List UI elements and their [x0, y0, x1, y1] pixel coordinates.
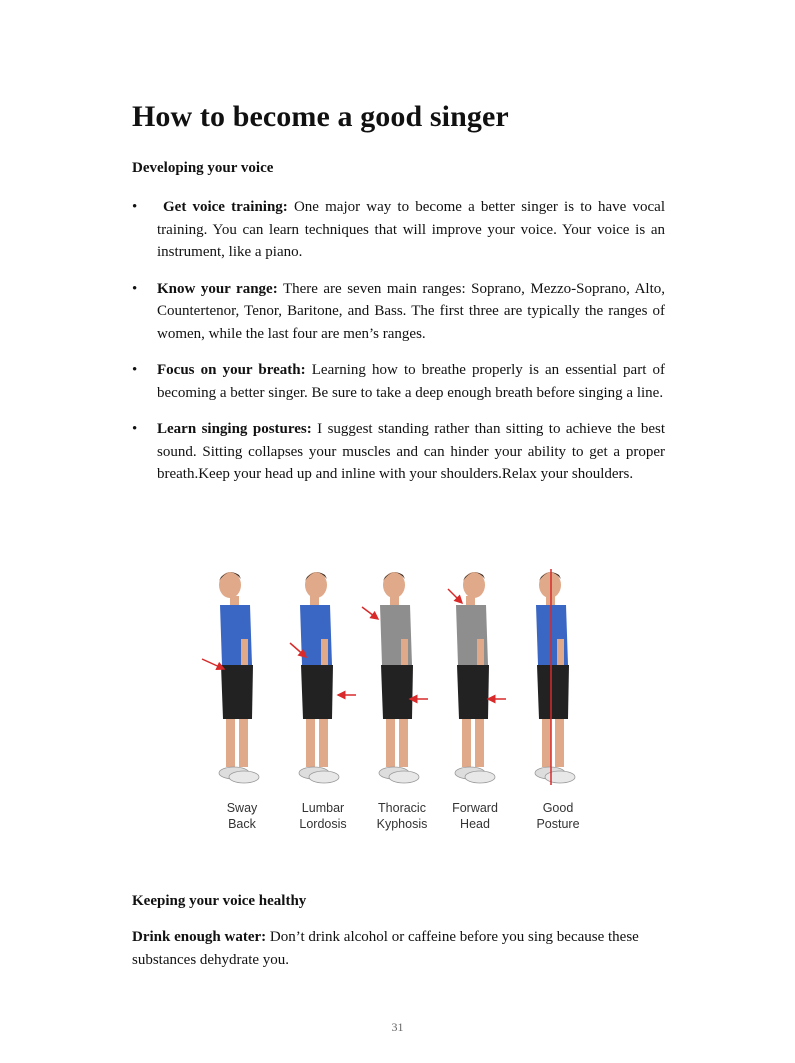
caption-good-posture-line1: Good: [542, 801, 574, 815]
posture-figure: [198, 567, 598, 837]
caption-lumbar-line1: Lumbar: [301, 801, 345, 815]
section-heading-healthy: Keeping your voice healthy: [132, 893, 307, 909]
posture-figure-thoracic-kyphosis: [362, 572, 428, 783]
bullet-dot: •: [132, 280, 138, 297]
posture-figure-sway-back: [202, 572, 259, 783]
posture-figure-good-posture: [535, 569, 575, 785]
caption-forward-head-line2: Head: [460, 817, 490, 831]
shorts-icon: [221, 665, 253, 719]
list-item-label: Get voice training:: [163, 199, 288, 215]
section-heading-developing: Developing your voice: [132, 160, 274, 176]
shorts-icon: [537, 665, 569, 719]
caption-sway-back-line1: Sway: [226, 801, 258, 815]
shorts-icon: [381, 665, 413, 719]
posture-illustration: [198, 567, 598, 837]
bullet-dot: •: [132, 199, 138, 215]
caption-forward-head-line1: Forward: [452, 801, 498, 815]
head-icon: [219, 572, 241, 598]
shoe-icon: [465, 771, 495, 783]
shorts-icon: [457, 665, 489, 719]
list-item-text: I suggest standing rather than sitting to achieve the best sound. Sitting collapses your muscles and can hinder your ability to get a proper breath.Keep your head up and inline with your shoulders.Relax your shoulders.: [157, 421, 665, 482]
caption-thoracic-line1: Thoracic: [378, 801, 426, 815]
list-item-text: There are seven main ranges: Soprano, Mezzo-Soprano, Alto, Countertenor, Tenor, Baritone, and Bass. The first three are typically the ranges of women, while the last four are men’s ranges.: [157, 280, 666, 342]
list-item-label: Learn singing postures:: [157, 421, 312, 437]
page-number: 31: [391, 1020, 404, 1034]
arrow-icon: [362, 607, 378, 619]
head-icon: [305, 572, 327, 598]
caption-thoracic-line2: Kyphosis: [376, 817, 428, 831]
list-item-text: One major way to become a better singer is to have vocal training. You can learn techniques that will improve your voice. Your voice is an instrument, like a piano.: [157, 199, 665, 260]
arrow-icon: [448, 589, 462, 603]
head-icon: [463, 572, 485, 598]
list-item: [132, 278, 665, 346]
water-paragraph: [132, 926, 665, 971]
list-item-text: Learning how to breathe properly is an essential part of becoming a better singer. Be sure to take a deep enough breath before singing a line.: [157, 362, 665, 401]
arrow-icon: [202, 659, 224, 669]
shoe-icon: [389, 771, 419, 783]
list-item: [132, 359, 665, 404]
para-label: Drink enough water:: [132, 929, 267, 945]
posture-figure-forward-head: [448, 572, 506, 783]
caption-good-posture-line2: Posture: [536, 817, 580, 831]
head-icon: [383, 572, 405, 598]
shoe-icon: [229, 771, 259, 783]
list-item: [132, 418, 665, 486]
shoe-icon: [309, 771, 339, 783]
para-text: Don’t drink alcohol or caffeine before you sing because these substances dehydrate you.: [132, 929, 639, 968]
shoe-icon: [545, 771, 575, 783]
caption-lumbar-line2: Lordosis: [299, 817, 347, 831]
bullet-dot: •: [132, 362, 138, 378]
list-item-label: Focus on your breath:: [157, 362, 306, 378]
page-title: How to become a good singer: [132, 100, 509, 133]
list-item: [132, 196, 665, 264]
shorts-icon: [301, 665, 333, 719]
bullet-dot: •: [132, 421, 138, 437]
tips-list: [132, 196, 665, 500]
head-icon: [539, 572, 561, 598]
list-item-label: Know your range:: [157, 280, 278, 297]
posture-figure-lumbar-lordosis: [290, 572, 356, 783]
caption-sway-back-line2: Back: [228, 817, 256, 831]
